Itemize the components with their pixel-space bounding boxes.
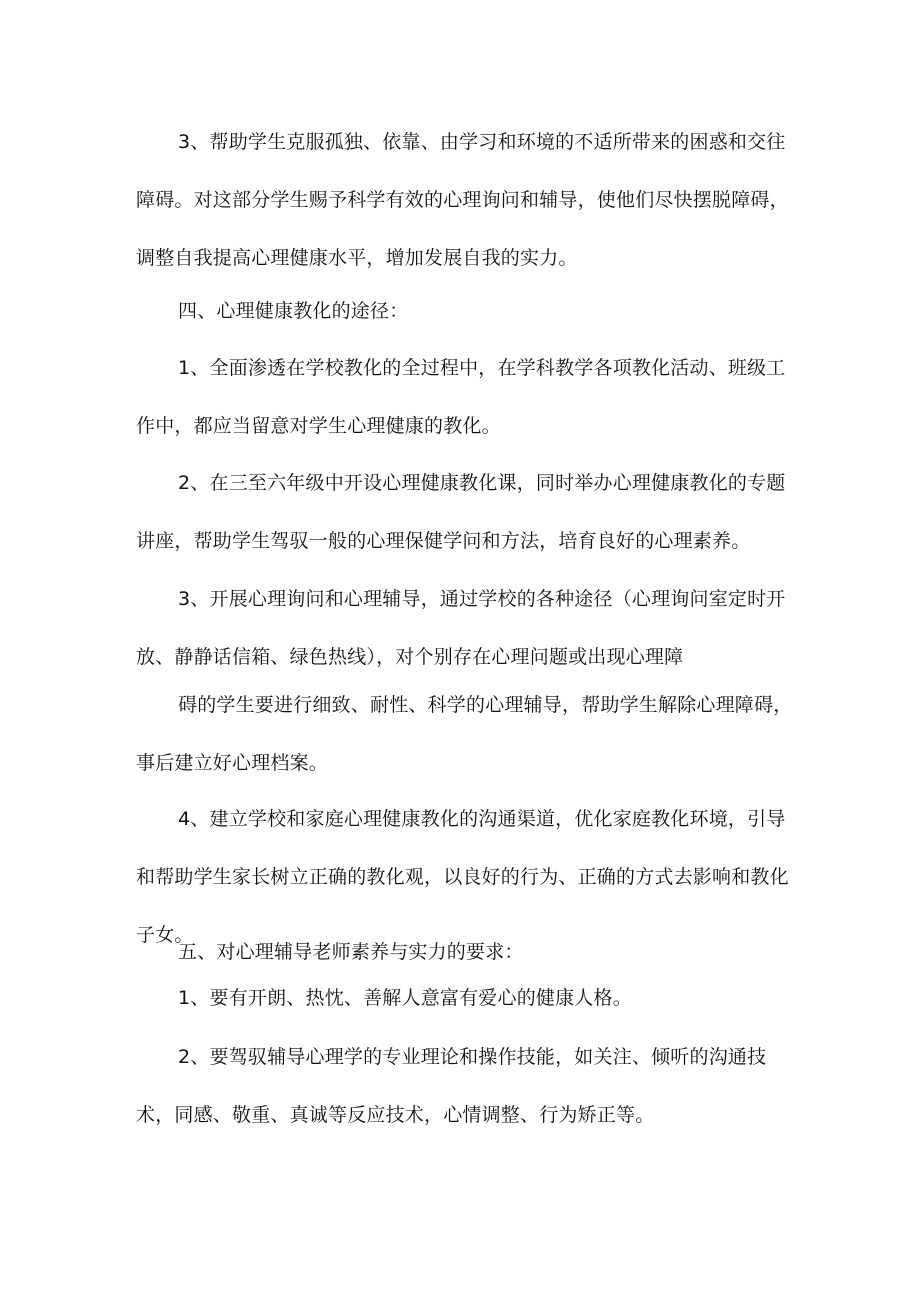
paragraph-counseling-channels: 3、开展心理询问和心理辅导，通过学校的各种途径（心理询问室定时开放、静静话信箱、绿色热线），对个别存在心理问题或出现心理障 (136, 588, 786, 668)
paragraph-personality: 1、要有开朗、热忱、善解人意富有爱心的健康人格。 (178, 987, 632, 1009)
paragraph-skills: 2、要驾驭辅导心理学的专业理论和操作技能，如关注、倾听的沟通技术，同感、敬重、真诚等反应技术，心情调整、行为矫正等。 (136, 1046, 767, 1126)
paragraph-counseling-continued: 碍的学生要进行细致、耐性、科学的心理辅导，帮助学生解除心理障碍，事后建立好心理档案。 (136, 694, 793, 774)
paragraph-home-school: 4、建立学校和家庭心理健康教化的沟通渠道，优化家庭教化环境，引导和帮助学生家长树立正确的教化观，以良好的行为、正确的方式去影响和教化子女。 (136, 808, 789, 946)
section-heading-five: 五、对心理辅导老师素养与实力的要求： (178, 941, 524, 963)
paragraph-full-penetration: 1、全面渗透在学校教化的全过程中，在学科教学各项教化活动、班级工作中，都应当留意对学生心理健康的教化。 (136, 357, 786, 437)
paragraph-course-lectures: 2、在三至六年级中开设心理健康教化课，同时举办心理健康教化的专题讲座，帮助学生驾驭一般的心理保健学问和方法，培育良好的心理素养。 (136, 472, 786, 552)
section-heading-four: 四、心理健康教化的途径： (178, 300, 409, 322)
paragraph-overcome-difficulties: 3、帮助学生克服孤独、依靠、由学习和环境的不适所带来的困惑和交往障碍。对这部分学生赐予科学有效的心理询问和辅导，使他们尽快摆脱障碍，调整自我提高心理健康水平，增加发展自我的实力。 (136, 131, 789, 269)
